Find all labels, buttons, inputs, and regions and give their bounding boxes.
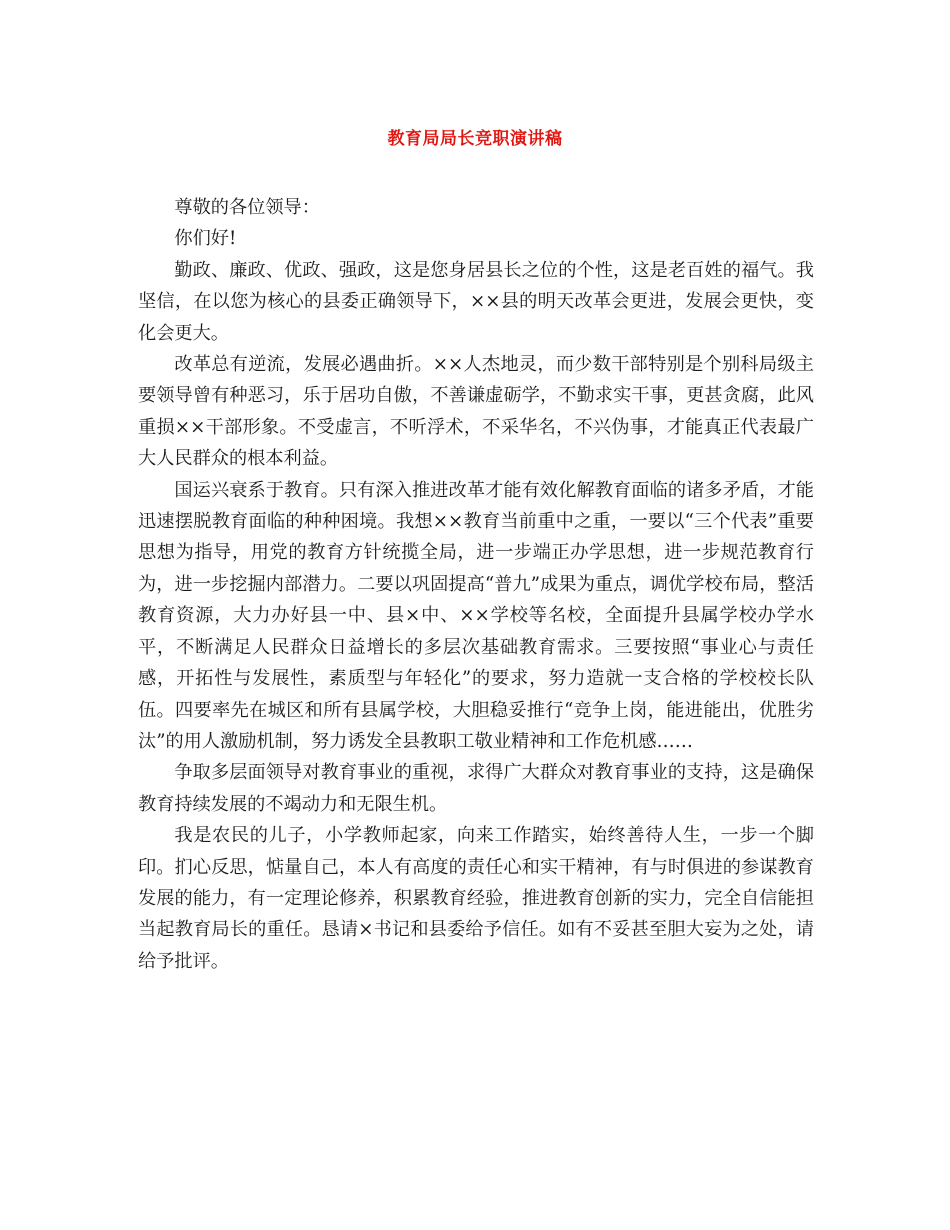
paragraph-4: 争取多层面领导对教育事业的重视，求得广大群众对教育事业的支持，这是确保教育持续发展的不竭动力和无限生机。 (138, 762, 814, 815)
salutation: 尊敬的各位领导： (174, 197, 320, 218)
paragraph-3: 国运兴衰系于教育。只有深入推进改革才能有效化解教育面临的诸多矛盾，才能迅速摆脱教育面临的种种困境。我想××教育当前重中之重，一要以“三个代表”重要思想为指导，用党的教育方针统揽全局，进一步端正办学思想，进一步规范教育行为，进一步挖掘内部潜力。二要以巩固提高“普九”成果为重点，调优学校布局，整活教育资源，大力办好县一中、县×中、××学校等名校，全面提升县属学校办学水平，不断满足人民群众日益增长的多层次基础教育需求。三要按照“事业心与责任感，开拓性与发展性，素质型与年轻化”的要求，努力造就一支合格的学校校长队伍。四要率先在城区和所有县属学校，大胆稳妥推行“竞争上岗，能进能出，优胜劣汰”的用人激励机制，努力诱发全县教职工敬业精神和工作危机感…… (138, 479, 814, 752)
document-body (138, 192, 814, 977)
paragraph-5: 我是农民的儿子，小学教师起家，向来工作踏实，始终善待人生，一步一个脚印。扪心反思，惦量自己，本人有高度的责任心和实干精神，有与时俱进的参谋教育发展的能力，有一定理论修养，积累教育经验，推进教育创新的实力，完全自信能担当起教育局长的重任。恳请×书记和县委给予信任。如有不妥甚至胆大妄为之处，请给予批评。 (138, 825, 814, 972)
paragraph-1: 勤政、廉政、优政、强政，这是您身居县长之位的个性，这是老百姓的福气。我坚信，在以您为核心的县委正确领导下，××县的明天改革会更进，发展会更快，变化会更大。 (138, 259, 814, 344)
paragraph-2: 改革总有逆流，发展必遇曲折。××人杰地灵，而少数干部特别是个别科局级主要领导曾有种恶习，乐于居功自傲，不善谦虚砺学，不勤求实干事，更甚贪腐，此风重损××干部形象。不受虚言，不听浮术，不采华名，不兴伪事，才能真正代表最广大人民群众的根本利益。 (138, 354, 814, 470)
document-title: 教育局局长竞职演讲稿 (387, 129, 563, 149)
greeting: 你们好! (174, 228, 237, 250)
